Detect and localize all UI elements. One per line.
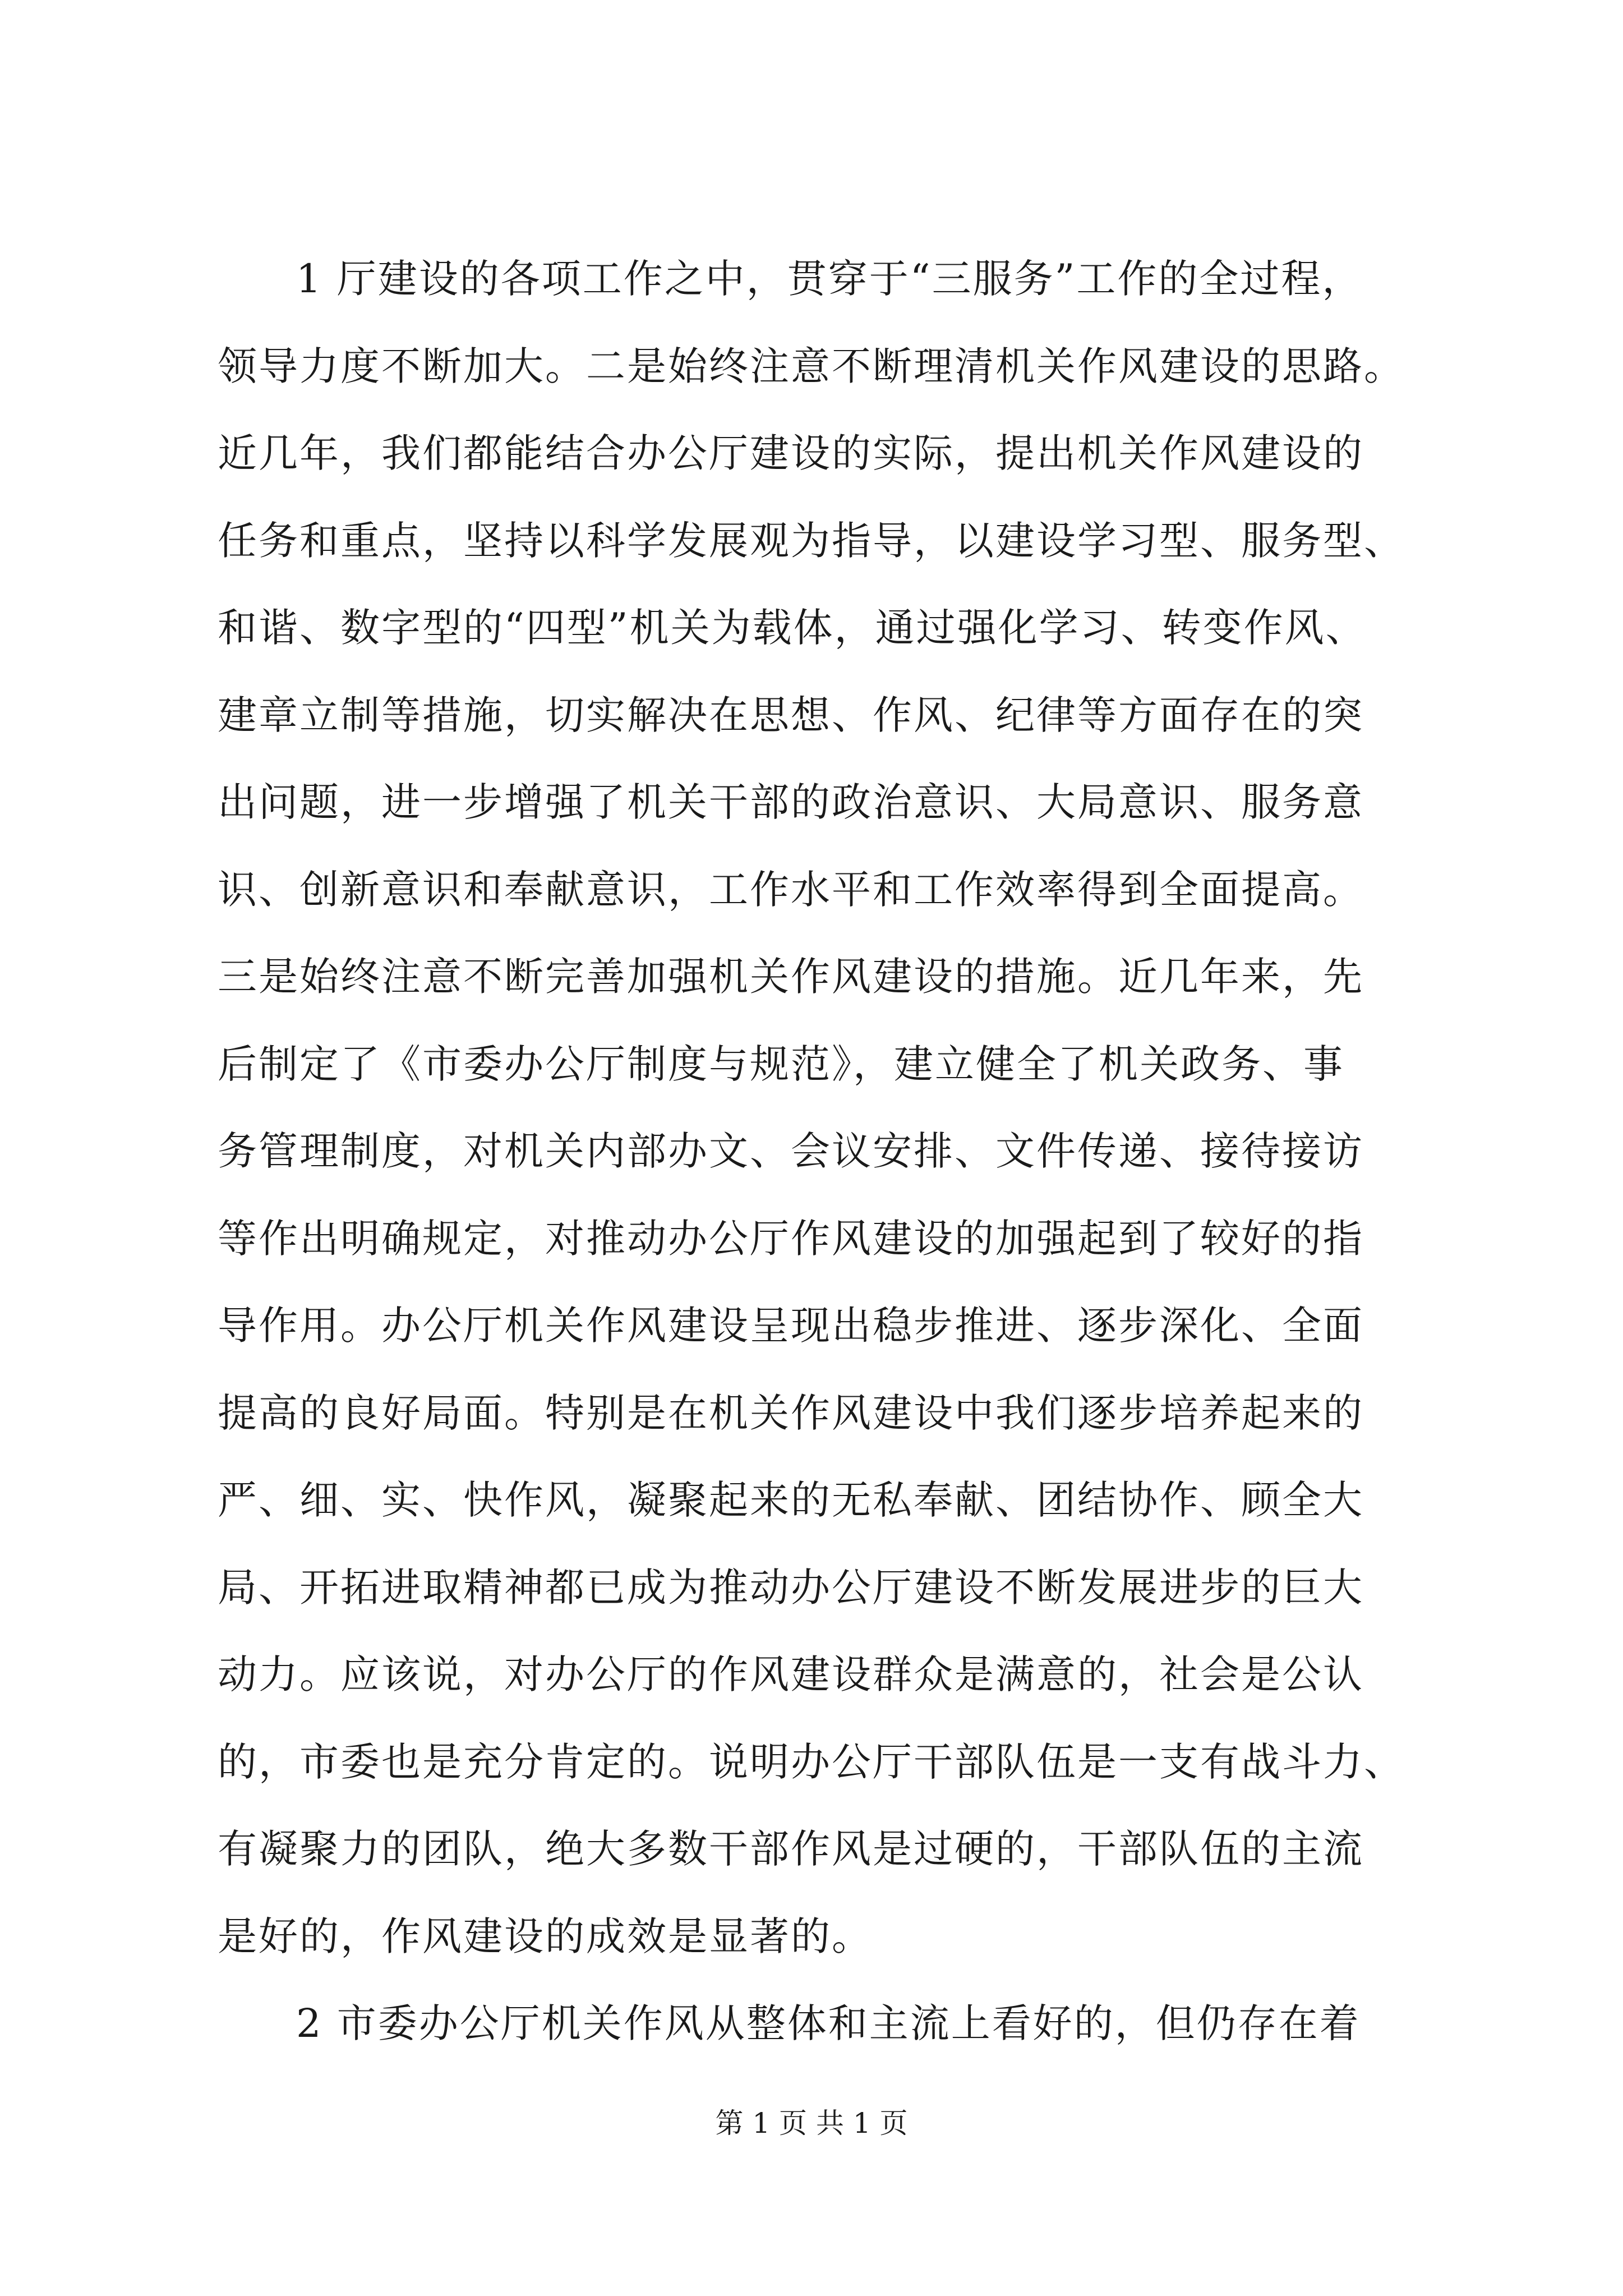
text-line: 动力。应该说，对办公厅的作风建设群众是满意的，社会是公认: [218, 1651, 1364, 1697]
text-line: 的，市委也是充分肯定的。说明办公厅干部队伍是一支有战斗力、: [218, 1738, 1405, 1785]
text-line: 有凝聚力的团队，绝大多数干部作风是过硬的，干部队伍的主流: [218, 1826, 1364, 1872]
text-line: 三是始终注意不断完善加强机关作风建设的措施。近几年来，先: [218, 954, 1364, 1000]
text-line: 等作出明确规定，对推动办公厅作风建设的加强起到了较好的指: [218, 1215, 1364, 1262]
text-line: 和谐、数字型的“四型”机关为载体，通过强化学习、转变作风、: [218, 605, 1367, 651]
text-line: 建章立制等措施，切实解决在思想、作风、纪律等方面存在的突: [218, 692, 1364, 738]
text-line: 1 厅建设的各项工作之中，贯穿于“三服务”工作的全过程，: [296, 256, 1363, 302]
text-line: 领导力度不断加大。二是始终注意不断理清机关作风建设的思路。: [218, 343, 1405, 389]
text-line: 是好的，作风建设的成效是显著的。: [218, 1913, 873, 1959]
text-line: 识、创新意识和奉献意识，工作水平和工作效率得到全面提高。: [218, 866, 1364, 913]
text-line: 后制定了《市委办公厅制度与规范》，建立健全了机关政务、事: [218, 1041, 1344, 1087]
document-body: [218, 236, 1468, 2068]
text-line: 任务和重点，坚持以科学发展观为指导，以建设学习型、服务型、: [218, 517, 1405, 564]
text-line: 2 市委办公厅机关作风从整体和主流上看好的，但仍存在着: [296, 2000, 1361, 2046]
text-line: 务管理制度，对机关内部办文、会议安排、文件传递、接待接访: [218, 1128, 1364, 1174]
text-line: 提高的良好局面。特别是在机关作风建设中我们逐步培养起来的: [218, 1389, 1364, 1436]
text-line: 严、细、实、快作风，凝聚起来的无私奉献、团结协作、顾全大: [218, 1477, 1364, 1523]
page-footer: [0, 2106, 1623, 2140]
text-line: 出问题，进一步增强了机关干部的政治意识、大局意识、服务意: [218, 779, 1364, 825]
text-line: 局、开拓进取精神都已成为推动办公厅建设不断发展进步的巨大: [218, 1564, 1364, 1611]
page-number: 第 1 页 共 1 页: [715, 2107, 908, 2139]
text-line: 导作用。办公厅机关作风建设呈现出稳步推进、逐步深化、全面: [218, 1303, 1364, 1349]
text-line: 近几年，我们都能结合办公厅建设的实际，提出机关作风建设的: [218, 430, 1364, 476]
